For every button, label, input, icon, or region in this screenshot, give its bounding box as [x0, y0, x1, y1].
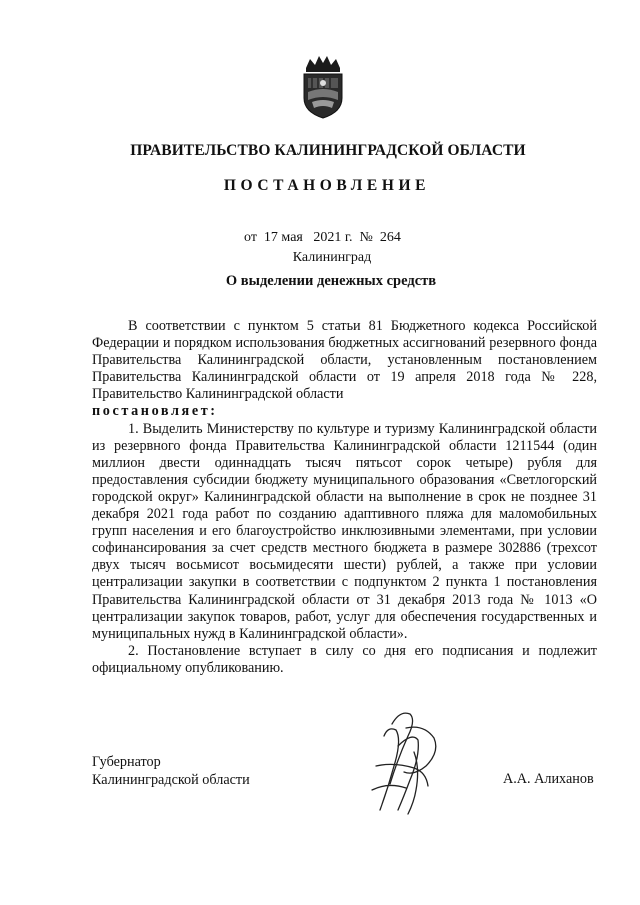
date-number-line: от 17 мая 2021 г. № 264 — [244, 230, 401, 245]
decides-phrase: постановляет: — [92, 403, 218, 420]
handwritten-signature — [354, 706, 444, 821]
document-subject: О выделении денежных средств — [225, 273, 437, 289]
item-2-paragraph: 2. Постановление вступает в силу со дня его подписания и подлежит официальному опубликованию. — [92, 642, 597, 676]
document-body — [92, 318, 597, 677]
position-line-1: Губернатор — [92, 754, 161, 770]
city: Калининград — [292, 250, 372, 265]
preamble-paragraph: В соответствии с пунктом 5 статьи 81 Бюджетного кодекса Российской Федерации и порядком использования бюджетных ассигнований резервного фонда Правительства Калининградской области, установленным постановлением Правительства Калининградской области от 19 апреля 2018 года № 228, Правительство Калининградской области — [92, 318, 597, 403]
signatory-position — [92, 753, 250, 789]
position-line-2: Калининградской области — [92, 772, 250, 788]
coat-of-arms-emblem — [298, 54, 348, 120]
item-1-paragraph: 1. Выделить Министерству по культуре и туризму Калининградской области из резервного фонда Правительства Калининградской области 1211544 (один миллион двести одиннадцать тысяч пятьсот сорок четыре) рубля для предоставления субсидии бюджету муниципального образования «Светлогорский городской округ» Калининградской области на выполнение в срок не позднее 31 декабря 2021 года работ по созданию адаптивного пляжа для маломобильных групп населения и его благоустройство инклюзивными элементами, при условии софинансирования за счет средств местного бюджета в размере 302886 (трехсот двух тысяч восьмисот восьмидесяти шести) рублей, а также при условии централизации закупки в соответствии с подпунктом 2 пункта 1 постановления Правительства Калининградской области от 31 декабря 2013 года № 1013 «О централизации закупок товаров, работ, услуг для обеспечения государственных и муниципальных нужд в Калининградской области». — [92, 420, 597, 642]
organization-title: ПРАВИТЕЛЬСТВО КАЛИНИНГРАДСКОЙ ОБЛАСТИ — [130, 142, 526, 159]
signatory-name: А.А. Алиханов — [503, 771, 594, 787]
document-type: ПОСТАНОВЛЕНИЕ — [223, 177, 431, 194]
